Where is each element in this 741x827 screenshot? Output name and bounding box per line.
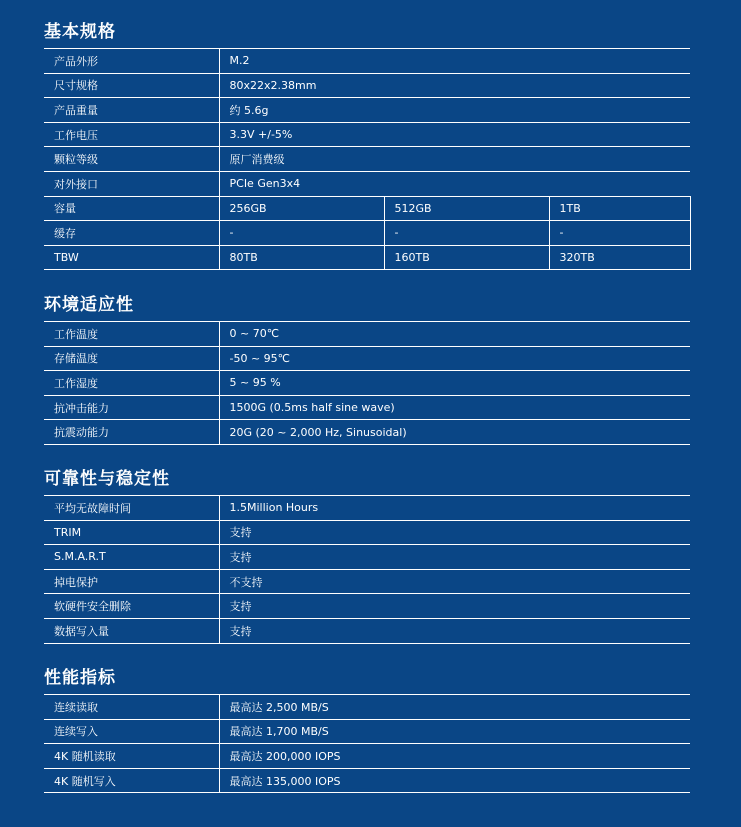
row-value: -50 ~ 95℃ — [219, 346, 690, 371]
table-row — [44, 322, 690, 347]
row-value: 80x22x2.38mm — [219, 73, 690, 98]
table-row — [44, 594, 690, 619]
row-label: 平均无故障时间 — [44, 496, 219, 521]
row-value: 最高达 200,000 IOPS — [219, 744, 690, 769]
spec-table-performance — [44, 694, 690, 793]
table-row — [44, 520, 690, 545]
row-label: 颗粒等级 — [44, 147, 219, 172]
row-label: 工作湿度 — [44, 371, 219, 396]
row-value: 20G (20 ~ 2,000 Hz, Sinusoidal) — [219, 420, 690, 445]
table-row — [44, 618, 690, 643]
row-label: TRIM — [44, 520, 219, 545]
row-value: 0 ~ 70℃ — [219, 322, 690, 347]
table-row — [44, 420, 690, 445]
row-value: 支持 — [219, 594, 690, 619]
section-reliability — [44, 466, 690, 644]
row-value: 5 ~ 95 % — [219, 371, 690, 396]
table-row — [44, 545, 690, 570]
table-row — [44, 569, 690, 594]
row-label: 抗震动能力 — [44, 420, 219, 445]
row-label: S.M.A.R.T — [44, 545, 219, 570]
row-label: 4K 随机读取 — [44, 744, 219, 769]
row-value: M.2 — [219, 49, 690, 74]
row-label: 工作电压 — [44, 122, 219, 147]
table-row — [44, 122, 690, 147]
section-environment — [44, 292, 690, 445]
row-value: PCIe Gen3x4 — [219, 171, 690, 196]
table-row-capacity — [44, 196, 690, 221]
table-row — [44, 147, 690, 172]
row-value: 支持 — [219, 618, 690, 643]
row-value: 160TB — [384, 245, 549, 270]
row-value: 256GB — [219, 196, 384, 221]
row-value: 1500G (0.5ms half sine wave) — [219, 395, 690, 420]
row-value: 最高达 1,700 MB/S — [219, 719, 690, 744]
row-value: 1.5Million Hours — [219, 496, 690, 521]
row-value: 支持 — [219, 545, 690, 570]
table-row — [44, 744, 690, 769]
section-title: 可靠性与稳定性 — [44, 469, 170, 489]
row-value: 支持 — [219, 520, 690, 545]
row-label: TBW — [44, 245, 219, 270]
spec-table-basic — [44, 48, 691, 270]
row-value: - — [549, 221, 690, 246]
row-label: 产品外形 — [44, 49, 219, 74]
table-row — [44, 496, 690, 521]
table-row — [44, 719, 690, 744]
row-value: 不支持 — [219, 569, 690, 594]
row-value: 原厂消费级 — [219, 147, 690, 172]
section-title: 性能指标 — [44, 668, 116, 688]
row-label: 容量 — [44, 196, 219, 221]
table-row — [44, 49, 690, 74]
row-label: 数据写入量 — [44, 618, 219, 643]
row-value: - — [384, 221, 549, 246]
row-label: 缓存 — [44, 221, 219, 246]
row-value: 512GB — [384, 196, 549, 221]
section-title: 基本规格 — [44, 22, 116, 42]
table-row — [44, 768, 690, 793]
row-label: 连续读取 — [44, 695, 219, 720]
table-row — [44, 73, 690, 98]
row-label: 抗冲击能力 — [44, 395, 219, 420]
section-basic-specs — [44, 19, 690, 270]
row-label: 工作温度 — [44, 322, 219, 347]
row-label: 连续写入 — [44, 719, 219, 744]
spec-table-reliability — [44, 495, 690, 644]
row-label: 对外接口 — [44, 171, 219, 196]
row-label: 掉电保护 — [44, 569, 219, 594]
table-row — [44, 395, 690, 420]
row-label: 软硬件安全删除 — [44, 594, 219, 619]
spec-table-environment — [44, 321, 690, 445]
row-label: 尺寸规格 — [44, 73, 219, 98]
row-value: 3.3V +/-5% — [219, 122, 690, 147]
table-row — [44, 346, 690, 371]
row-label: 存储温度 — [44, 346, 219, 371]
section-performance — [44, 665, 690, 793]
section-title: 环境适应性 — [44, 295, 134, 315]
row-value: 最高达 2,500 MB/S — [219, 695, 690, 720]
row-value: - — [219, 221, 384, 246]
row-label: 4K 随机写入 — [44, 768, 219, 793]
table-row-cache — [44, 221, 690, 246]
table-row-tbw — [44, 245, 690, 270]
row-value: 80TB — [219, 245, 384, 270]
row-value: 最高达 135,000 IOPS — [219, 768, 690, 793]
row-value: 约 5.6g — [219, 98, 690, 123]
row-label: 产品重量 — [44, 98, 219, 123]
table-row — [44, 695, 690, 720]
row-value: 320TB — [549, 245, 690, 270]
row-value: 1TB — [549, 196, 690, 221]
table-row — [44, 371, 690, 396]
table-row — [44, 98, 690, 123]
table-row — [44, 171, 690, 196]
